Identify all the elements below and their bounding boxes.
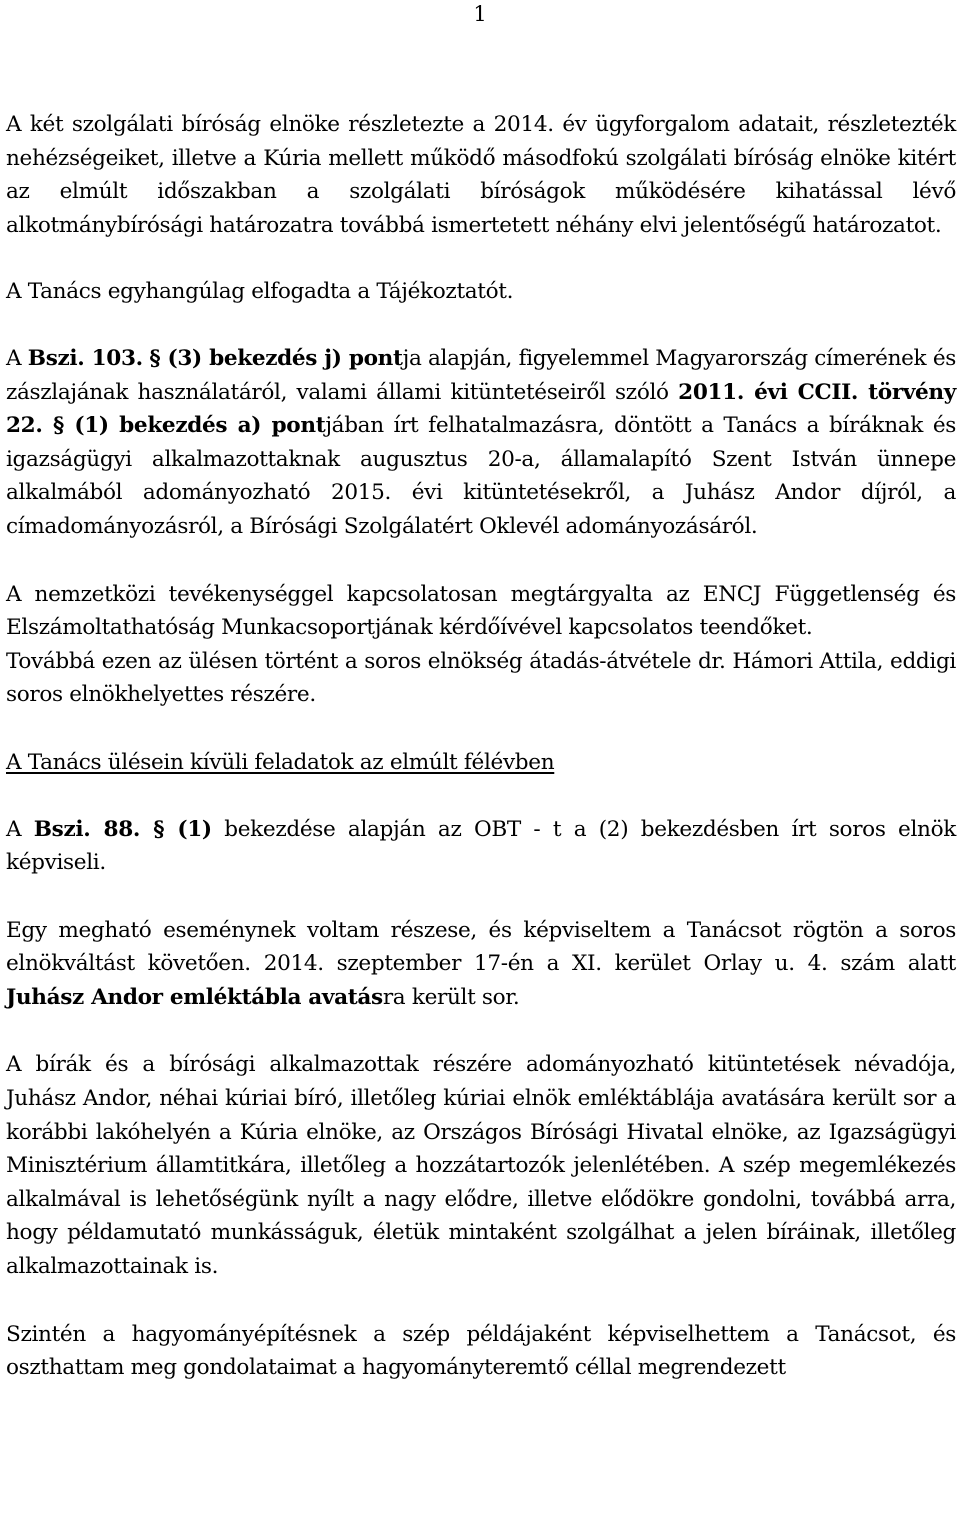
law-reference: Bszi. 103. (27, 345, 143, 371)
paragraph-international-activity: A nemzetközi tevékenységgel kapcsolatosan megtárgyalta az ENCJ Függetlenség és Elszámoltathatóság Munkacsoportjának kérdőívével kapcsolatos teendőket. (6, 581, 956, 641)
paragraph-memorial-event (6, 914, 956, 1015)
law-reference: § (3) bekezdés j) pont (149, 345, 403, 371)
text-run: A (6, 345, 28, 371)
paragraph-memorial-details: A bírák és a bírósági alkalmazottak részére adományozható kitüntetések névadója, Juhász Andor, néhai kúriai bíró, illetőleg kúriai elnök emléktáblája avatására került sor a korábbi lakóhelyén a Kúria elnöke, az Országos Bírósági Hivatal elnöke, az Igazságügyi Minisztérium államtitkára, illetőleg a hozzátartozók jelenlétében. A szép megemlékezés alkalmával is lehetőségünk nyílt a nagy elődre, illetve elődökre gondolni, továbbá arra, hogy példamutató munkásságuk, életük mintaként szolgálhat a jelen bíráinak, illetőleg alkalmazottainak is. (6, 1052, 956, 1280)
paragraph-council-approval: A Tanács egyhangúlag elfogadta a Tájékoztatót. (6, 279, 514, 305)
text-run: bekezdése alapján az OBT - t a (2) bekezdésben írt soros elnök képviseli. (6, 816, 956, 876)
text-run: A (6, 816, 34, 842)
paragraph-representation (6, 813, 956, 880)
section-heading: A Tanács ülésein kívüli feladatok az elmúlt félévben (6, 749, 555, 775)
page-number: 1 (473, 2, 487, 26)
paragraph-tradition: Szintén a hagyományépítésnek a szép példájaként képviselhettem a Tanácsot, és oszthattam meg gondolataimat a hagyományteremtő céllal megrendezett (6, 1321, 956, 1381)
event-highlight: Juhász Andor emléktábla avatás (6, 984, 383, 1010)
text-run: Egy megható eseménynek voltam részese, és képviseltem a Tanácsot rögtön a soros elnökváltást követően. 2014. szeptember 17-én a XI. kerület Orlay u. 4. szám alatt (6, 917, 956, 977)
law-reference: 2011. évi CCII. törvény 22. § (1) bekezdés a) pont (6, 379, 956, 439)
text-run: ra került sor. (382, 984, 520, 1010)
law-reference: Bszi. 88. § (1) (33, 816, 212, 842)
paragraph-awards-decision (6, 342, 956, 544)
text-run: jában írt felhatalmazásra, döntött a Tanács a bíráknak és igazságügyi alkalmazottaknak augusztus 20-a, államalapító Szent István ünnepe alkalmából adományozható 2015. évi kitüntetésekről, a Juhász Andor díjról, a címadományozásról, a Bírósági Szolgálatért Oklevél adományozásáról. (6, 413, 956, 539)
paragraph-presidency-handover: Továbbá ezen az ülésen történt a soros elnökség átadás-átvétele dr. Hámori Attila, eddigi soros elnökhelyettes részére. (6, 648, 956, 708)
document-body (6, 108, 956, 1385)
paragraph-court-statistics: A két szolgálati bíróság elnöke részletezte a 2014. év ügyforgalom adatait, részletezték nehézségeiket, illetve a Kúria mellett működő másodfokú szolgálati bíróság elnöke kitért az elmúlt időszakban a szolgálati bíróságok működésére kihatással lévő alkotmánybírósági határozatra továbbá ismertetett néhány elvi jelentőségű határozatot. (6, 112, 956, 238)
text-run: ja alapján, figyelemmel Magyarország címerének és zászlajának használatáról, valami állami kitüntetéseiről szóló (6, 345, 956, 405)
